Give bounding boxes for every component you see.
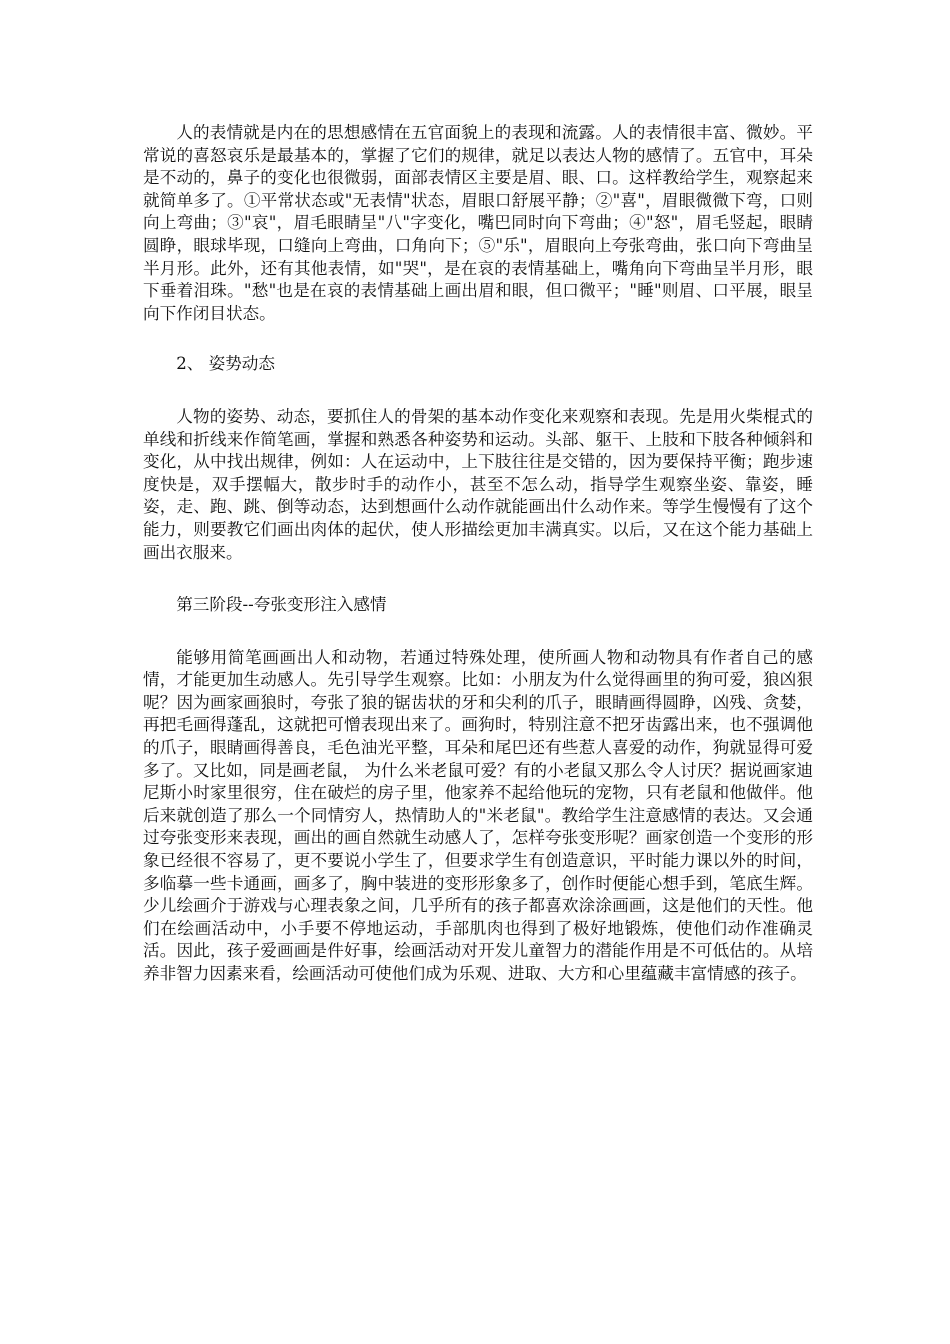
paragraph-facial-expressions: 人的表情就是内在的思想感情在五官面貌上的表现和流露。人的表情很丰富、微妙。平常说的喜怒哀乐是最基本的，掌握了它们的规律，就足以表达人物的感情了。五官中，耳朵是不动的，鼻子的变化也很微弱，面部表情区主要是眉、眼、口。这样教给学生，观察起来就简单多了。①平常状态或"无表情"状态，眉眼口舒展平静；②"喜"，眉眼微微下弯，口则向上弯曲；③"哀"，眉毛眼睛呈"八"字变化，嘴巴同时向下弯曲；④"怒"，眉毛竖起，眼睛圆睁，眼球毕现，口缝向上弯曲，口角向下；⑤"乐"，眉眼向上夸张弯曲，张口向下弯曲呈半月形。此外，还有其他表情，如"哭"，是在哀的表情基础上，嘴角向下弯曲呈半月形，眼下垂着泪珠。"愁"也是在哀的表情基础上画出眉和眼，但口微平；"睡"则眉、口平展，眼呈向下作闭目状态。 <box>143 123 813 323</box>
section-heading-stage-three: 第三阶段--夸张变形注入感情 <box>176 595 387 615</box>
document-page <box>143 122 813 986</box>
paragraph-posture-movement: 人物的姿势、动态，要抓住人的骨架的基本动作变化来观察和表现。先是用火柴棍式的单线和折线来作简笔画，掌握和熟悉各种姿势和运动。头部、躯干、上肢和下肢各种倾斜和变化，从中找出规律，例如：人在运动中，上下肢往往是交错的，因为要保持平衡；跑步速度快是，双手摆幅大，散步时手的动作小，甚至不怎么动，指导学生观察坐姿、靠姿，睡姿，走、跑、跳、倒等动态，达到想画什么动作就能画出什么动作来。等学生慢慢有了这个能力，则要教它们画出肉体的起伏，使人形描绘更加丰满真实。以后，又在这个能力基础上画出衣服来。 <box>143 406 813 562</box>
paragraph-exaggeration-emotion: 能够用简笔画画出人和动物，若通过特殊处理，使所画人物和动物具有作者自己的感情，才能更加生动感人。先引导学生观察。比如：小朋友为什么觉得画里的狗可爱，狼凶狠呢？因为画家画狼时，夸张了狼的锯齿状的牙和尖利的爪子，眼睛画得圆睁，凶残、贪婪，再把毛画得蓬乱，这就把可憎表现出来了。画狗时，特别注意不把牙齿露出来，也不强调他的爪子，眼睛画得善良，毛色油光平整，耳朵和尾巴还有些惹人喜爱的动作，狗就显得可爱多了。又比如，同是画老鼠， 为什么米老鼠可爱？有的小老鼠又那么令人讨厌？据说画家迪尼斯小时家里很穷，住在破烂的房子里，他家养不起给他玩的宠物，只有老鼠和他做伴。他后来就创造了那么一个同情穷人，热情助人的"米老鼠"。教给学生注意感情的表达。又会通过夸张变形来表现，画出的画自然就生动感人了，怎样夸张变形呢？画家创造一个变形的形象已经很不容易了，更不要说小学生了，但要求学生有创造意识，平时能力课以外的时间，多临摹一些卡通画，画多了，胸中装进的变形形象多了，创作时便能心想手到，笔底生辉。 少儿绘画介于游戏与心理表象之间，几乎所有的孩子都喜欢涂涂画画，这是他们的天性。他们在绘画活动中，小手要不停地运动，手部肌肉也得到了极好地锻炼，使他们动作准确灵活。因此，孩子爱画画是件好事，绘画活动对开发儿童智力的潜能作用是不可低估的。从培养非智力因素来看，绘画活动可使他们成为乐观、进取、大方和心里蕴藏丰富情感的孩子。 <box>143 647 813 983</box>
section-heading-posture: 2、 姿势动态 <box>176 354 275 374</box>
